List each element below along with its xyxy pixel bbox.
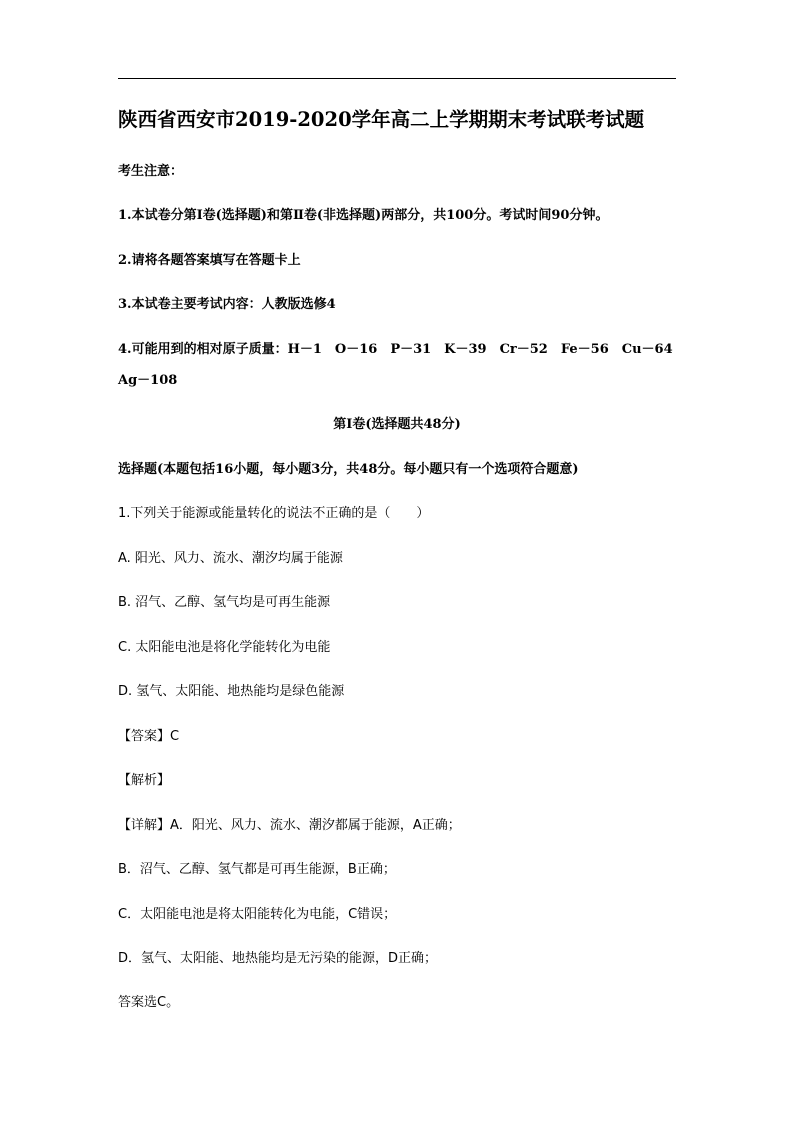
document-title: 陕西省西安市2019-2020学年高二上学期期末考试联考试题 [118,108,645,131]
header-rule [118,78,676,79]
option-b: B. 沼气、乙醇、氢气均是可再生能源 [118,595,331,610]
analysis-line-3: C．太阳能电池是将太阳能转化为电能，C错误； [118,907,397,922]
analysis-line-1: 【详解】A．阳光、风力、流水、潮汐都属于能源，A正确； [118,818,461,833]
section-instructions: 选择题(本题包括16小题，每小题3分，共48分。每小题只有一个选项符合题意) [118,462,579,477]
notice-item-4-cont: Ag－108 [118,373,178,388]
section-title: 第Ⅰ卷(选择题共48分) [333,417,461,432]
notice-item-2: 2.请将各题答案填写在答题卡上 [118,253,301,268]
notice-item-1: 1.本试卷分第Ⅰ卷(选择题)和第Ⅱ卷(非选择题)两部分，共100分。考试时间90分钟。 [118,208,609,223]
notice-heading: 考生注意： [118,164,184,179]
notice-item-3: 3.本试卷主要考试内容：人教版选修4 [118,297,336,312]
answer: 【答案】C [118,729,180,744]
notice-item-4: 4.可能用到的相对原子质量：H－1 O－16 P－31 K－39 Cr－52 Fe－56 Cu－64 [118,342,673,357]
analysis-conclusion: 答案选C。 [118,995,180,1010]
option-c: C. 太阳能电池是将化学能转化为电能 [118,640,331,655]
analysis-line-2: B．沼气、乙醇、氢气都是可再生能源，B正确； [118,862,396,877]
analysis-line-4: D．氢气、太阳能、地热能均是无污染的能源，D正确； [118,951,438,966]
option-a: A. 阳光、风力、流水、潮汐均属于能源 [118,551,343,566]
analysis-heading: 【解析】 [118,773,171,788]
option-d: D. 氢气、太阳能、地热能均是绿色能源 [118,684,345,699]
question-1: 1.下列关于能源或能量转化的说法不正确的是（ ） [118,506,430,521]
